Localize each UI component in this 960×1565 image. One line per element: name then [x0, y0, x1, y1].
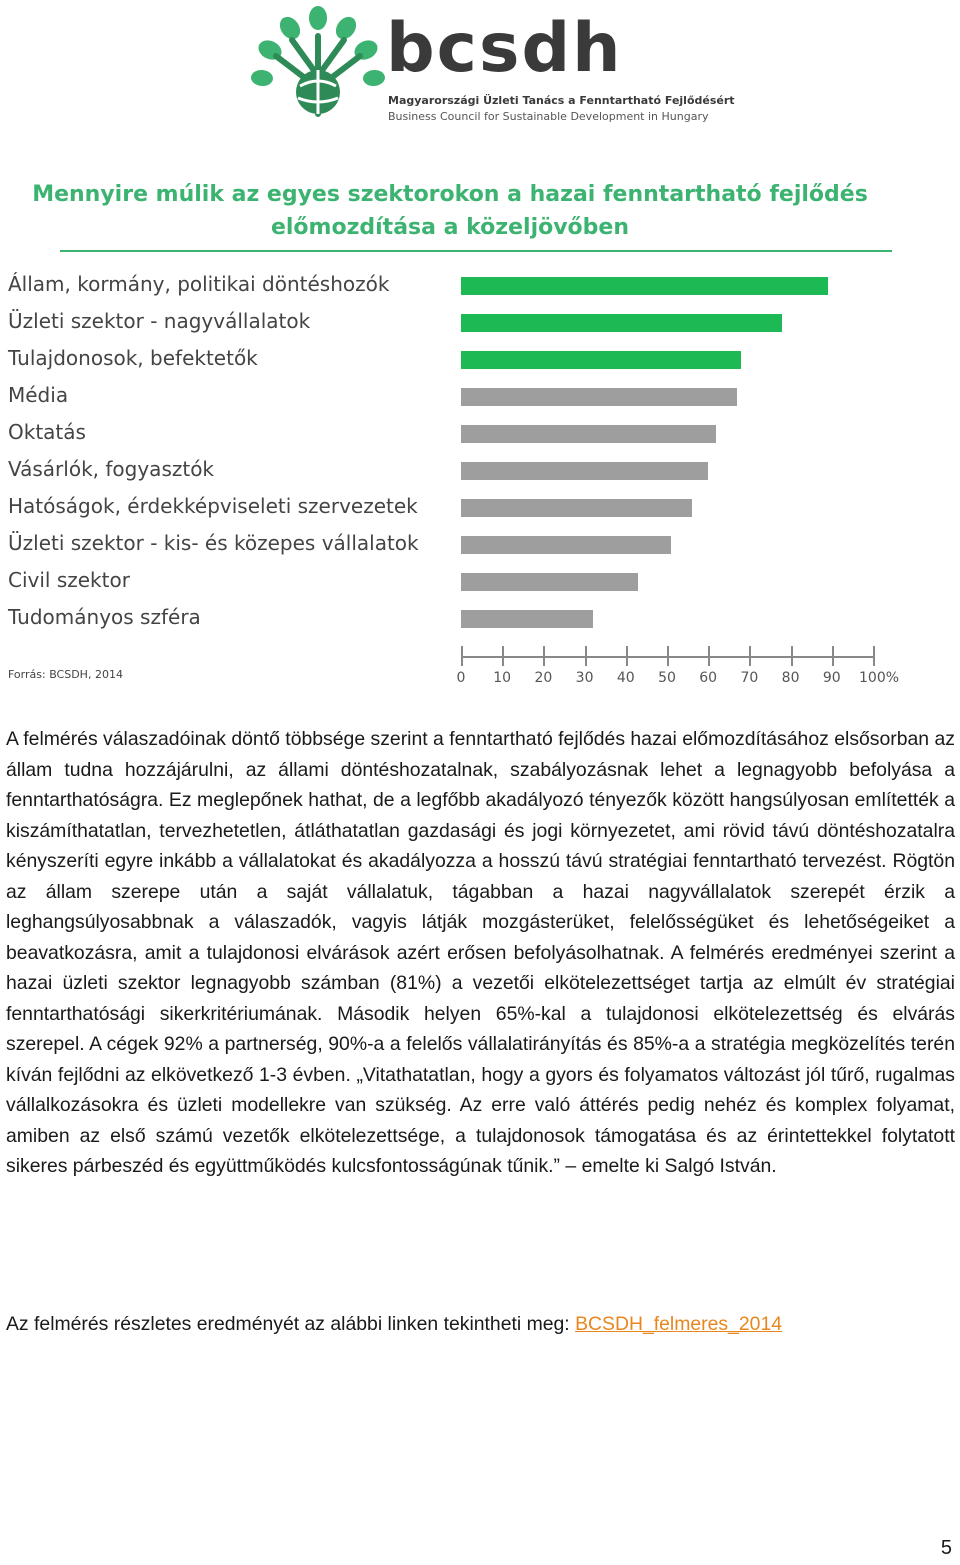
category-label: Média — [8, 383, 69, 407]
category-label: Civil szektor — [8, 568, 130, 592]
x-tick-label: 90 — [822, 670, 841, 686]
category-label: Oktatás — [8, 420, 86, 444]
category-label: Hatóságok, érdekképviseleti szervezetek — [8, 494, 418, 518]
bar — [461, 277, 828, 295]
tree-globe-icon — [248, 6, 388, 126]
category-label: Tudományos szféra — [8, 605, 201, 629]
category-label: Üzleti szektor - kis- és közepes vállalatok — [8, 531, 419, 555]
brand-subtitle-en: Business Council for Sustainable Development in Hungary — [388, 110, 709, 123]
link-intro: Az felmérés részletes eredményét az alábbi linken tekintheti meg: — [6, 1313, 576, 1335]
bar — [461, 610, 593, 628]
bar — [461, 388, 737, 406]
chart-title-line-1: Mennyire múlik az egyes szektorokon a hazai fenntartható fejlődés — [32, 182, 868, 207]
x-tick-label: 50 — [658, 670, 676, 686]
brand-name: bcsdh — [386, 9, 623, 88]
x-tick-label: 40 — [616, 670, 635, 686]
article-paragraph: A felmérés válaszadóinak döntő többsége szerint a fenntartható fejlődés hazai előmozdításához elsősorban az állam tudna hozzájárulni, az állami döntéshozatalnak, szabályozásnak lehet a legnagyobb befolyása a fenntarthatóságra. Ez meglepőnek hathat, de a legfőbb akadályozó tényezők között hangsúlyosan említették a kiszámíthatatlan, tervezhetetlen, átláthatatlan gazdasági és jogi környezetet, ami rövid távú döntéshozatalra kényszeríti egyre inkább a vállalatokat és akadályozza a hosszú távú stratégiai fenntartható tervezést. Rögtön az állam szerepe után a saját vállalatuk, tágabban a hazai nagyvállalatok szerepét érzik a leghangsúlyosabbnak a válaszadók, vagyis látják mozgásterüket, felelősségüket és lehetőségeiket a beavatkozásra, amit a tulajdonosi elvárások azért erősen befolyásolhatnak. A felmérés eredményei szerint a hazai üzleti szektor legnagyobb számban (81%) a vezetői elkötelezettséget tartja az elmúlt év stratégiai fenntarthatósági sikerkritériumának. Második helyen 65%-kal a tulajdonosi elkötelezettség és elvárás szerepel. A cégek 92% a partnerség, 90%-a a felelős vállalatirányítás és 85%-a a stratégia megközelítés terén kíván fejlődni az elkövetkező 1-3 évben. „Vitathatatlan, hogy a gyors és folyamatos változást jól tűrő, rugalmas vállalkozásokra és üzleti modellekre van szükség. Az erre való áttérés pedig nehéz és komplex folyamat, amiben az első számú vezetők elkötelezettsége, a tulajdonosok támogatása és az érintettekkel folytatott sikeres párbeszéd és együttműködés kulcsfontosságúnak tűnik.” – emelte ki Salgó István. — [6, 728, 955, 1177]
x-tick-label: 0 — [456, 670, 466, 686]
x-tick-label: 30 — [575, 670, 594, 686]
chart-title-line-2: előmozdítása a közeljövőben — [270, 215, 630, 240]
bar — [461, 351, 741, 369]
bcsdh-logo — [248, 6, 735, 126]
x-tick-label: 70 — [740, 670, 759, 686]
page-number: 5 — [940, 1537, 952, 1559]
category-label: Vásárlók, fogyasztók — [8, 457, 215, 481]
bar — [461, 462, 708, 480]
bar — [461, 499, 692, 517]
survey-results-link[interactable]: BCSDH_felmeres_2014 — [575, 1313, 783, 1335]
category-label: Üzleti szektor - nagyvállalatok — [8, 309, 311, 333]
x-tick-label: 100% — [859, 670, 900, 686]
bar — [461, 573, 638, 591]
x-tick-label: 60 — [699, 670, 718, 686]
title-divider — [60, 250, 892, 252]
brand-subtitle-hu: Magyarországi Üzleti Tanács a Fenntartható Fejlődésért — [388, 94, 735, 107]
bar-chart — [0, 165, 910, 695]
x-tick-label: 10 — [493, 670, 512, 686]
x-tick — [873, 646, 875, 666]
link-line — [6, 1309, 955, 1339]
bar — [461, 314, 782, 332]
x-tick-label: 80 — [781, 670, 800, 686]
chart-source: Forrás: BCSDH, 2014 — [8, 668, 123, 681]
x-axis-line — [461, 656, 873, 658]
x-tick-label: 20 — [534, 670, 553, 686]
bar — [461, 536, 671, 554]
bar — [461, 425, 716, 443]
category-label: Állam, kormány, politikai döntéshozók — [8, 272, 390, 296]
category-label: Tulajdonosok, befektetők — [8, 346, 258, 370]
